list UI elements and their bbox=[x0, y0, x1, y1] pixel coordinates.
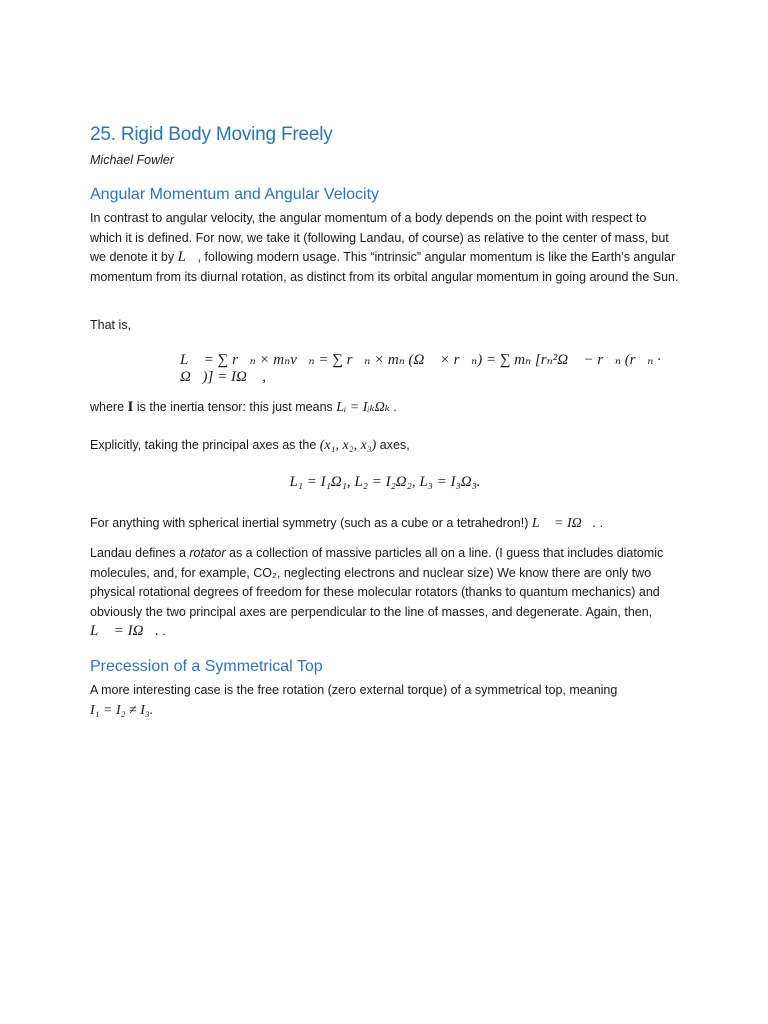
page-title: 25. Rigid Body Moving Freely bbox=[90, 124, 333, 145]
paragraph-intro: In contrast to angular velocity, the angular momentum of a body depends on the point with respect to which it is defined. For now, we take it (following Landau, of course) as relative to the center of mass, but we denote it by L⃗, following modern usage. This “intrinsic” angular momentum is like the Earth’s angular momentum from its diurnal rotation, as distinct from its orbital angular momentum in going around the Sun. bbox=[90, 211, 679, 284]
math-spherical: L⃗ = IΩ⃗. bbox=[531, 516, 597, 531]
math-rotator: L⃗ = IΩ⃗. bbox=[90, 623, 159, 639]
math-L-vector: L⃗ bbox=[177, 249, 198, 265]
paragraph-spherical: For anything with spherical inertial symmetry (such as a cube or a tetrahedron!) L⃗ = IΩ⃗. . bbox=[90, 516, 604, 531]
author-name: Michael Fowler bbox=[90, 153, 175, 167]
math-inertia-component: Lᵢ = IᵢₖΩₖ bbox=[336, 400, 390, 415]
paragraph-inertia-tensor: where I is the inertia tensor: this just means Lᵢ = IᵢₖΩₖ . bbox=[90, 399, 397, 415]
section-heading-precession: Precession of a Symmetrical Top bbox=[90, 658, 323, 675]
paragraph-rotator: Landau defines a rotator as a collection of massive particles all on a line. (I guess that includes diatomic molecules, and, for example, CO₂, neglecting electrons and nuclear size) We know there are only two physical rotational degrees of freedom for these molecular rotators (thanks to quantum mechanics) and obviously the two principal axes are perpendicular to the line of masses, and degenerate. Again, then, L⃗ = IΩ⃗. . bbox=[90, 546, 664, 639]
equation-principal-components: L₁ = I₁Ω₁, L₂ = I₂Ω₂, L₃ = I₃Ω₃. bbox=[289, 474, 481, 490]
section-heading-angular-momentum: Angular Momentum and Angular Velocity bbox=[90, 186, 380, 203]
math-axes: (x₁, x₂, x₃) bbox=[319, 438, 377, 453]
paragraph-principal-axes: Explicitly, taking the principal axes as the (x₁, x₂, x₃) axes, bbox=[90, 438, 410, 453]
paragraph-that-is: That is, bbox=[90, 318, 131, 332]
math-symmetric-top: I₁ = I₂ ≠ I₃. bbox=[90, 702, 154, 718]
paragraph-symmetrical-top: A more interesting case is the free rotation (zero external torque) of a symmetrical top, meaning I₁ = I₂ ≠ I₃. bbox=[90, 683, 618, 718]
equation-angular-momentum: L⃗ = ∑ r⃗ₙ × mₙv⃗ₙ = ∑ r⃗ₙ × mₙ (Ω⃗ × r⃗ₙ) = ∑ mₙ [rₙ²Ω⃗ − r⃗ₙ (r⃗ₙ · Ω⃗)] = IΩ⃗ , bbox=[180, 352, 661, 385]
